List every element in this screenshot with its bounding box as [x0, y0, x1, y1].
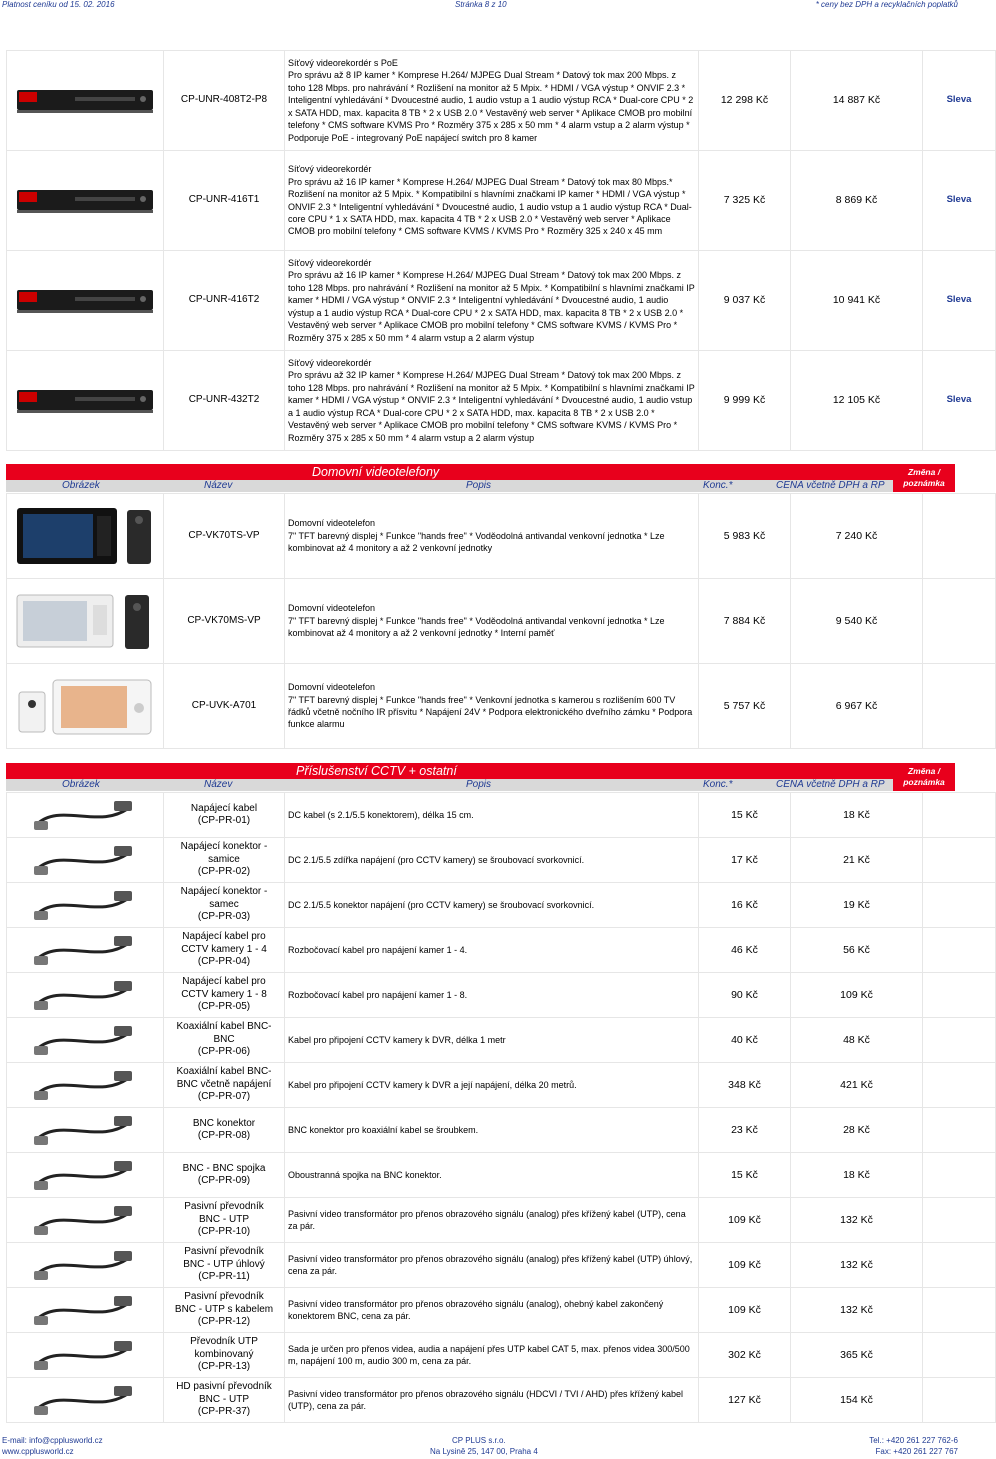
product-name: CP-UNR-416T2 — [164, 251, 285, 351]
table-row — [7, 1063, 996, 1108]
product-name: Koaxiální kabel BNC- BNC (CP-PR-06) — [164, 1018, 285, 1063]
note-cell — [923, 1378, 996, 1423]
dealer-price: 7 884 Kč — [699, 579, 791, 664]
videophone-image — [7, 579, 164, 664]
section-title-accessories: Příslušenství CCTV + ostatní — [6, 763, 955, 779]
retail-price: 6 967 Kč — [791, 664, 923, 749]
page-footer — [0, 1432, 960, 1459]
retail-price: 56 Kč — [791, 928, 923, 973]
videophone-table — [6, 493, 996, 749]
accessories-table — [6, 792, 996, 1423]
table-row — [7, 838, 996, 883]
dealer-price: 7 325 Kč — [699, 151, 791, 251]
product-name: CP-VK70TS-VP — [164, 494, 285, 579]
accessory-image — [7, 1018, 164, 1063]
note-cell — [923, 883, 996, 928]
dealer-price: 15 Kč — [699, 793, 791, 838]
page-header — [0, 0, 960, 12]
footer-tel: Tel.: +420 261 227 762-6 — [869, 1436, 958, 1445]
footer-fax: Fax: +420 261 227 767 — [875, 1447, 958, 1456]
retail-price: 109 Kč — [791, 973, 923, 1018]
dealer-price: 9 037 Kč — [699, 251, 791, 351]
product-description: Pasivní video transformátor pro přenos obrazového signálu (HDCVI / TVI / AHD) přes křížený kabel (UTP), cena za pár. — [285, 1378, 699, 1423]
table-row — [7, 1378, 996, 1423]
product-description: Domovní videotelefon 7" TFT barevný displej * Funkce "hands free" * Venkovní jednotka s kamerou s rozlišením 600 TV řádků včetně nočního IR přísvitu * Napájení 24V * Podpora elektronického dveřního zámku * Podpora funkce alarmu — [285, 664, 699, 749]
product-name: CP-UVK-A701 — [164, 664, 285, 749]
product-description: Pasivní video transformátor pro přenos obrazového signálu (analog) přes křížený kabel (UTP) úhlový, cena za pár. — [285, 1243, 699, 1288]
accessory-image — [7, 928, 164, 973]
table-row — [7, 928, 996, 973]
dealer-price: 12 298 Kč — [699, 51, 791, 151]
product-description: DC 2.1/5.5 konektor napájení (pro CCTV kamery) se šroubovací svorkovnicí. — [285, 883, 699, 928]
discount-badge: Sleva — [923, 151, 996, 251]
note-cell — [923, 1108, 996, 1153]
accessory-image — [7, 838, 164, 883]
section-header-videophones: Obrázek Název Popis Konc.* CENA včetně DPH a RP — [6, 480, 955, 492]
product-name: BNC konektor (CP-PR-08) — [164, 1108, 285, 1153]
table-row — [7, 883, 996, 928]
dealer-price: 40 Kč — [699, 1018, 791, 1063]
accessory-image — [7, 1378, 164, 1423]
product-description: DC kabel (s 2.1/5.5 konektorem), délka 15 cm. — [285, 793, 699, 838]
note-cell — [923, 1243, 996, 1288]
table-row — [7, 351, 996, 451]
note-cell — [923, 838, 996, 883]
retail-price: 421 Kč — [791, 1063, 923, 1108]
product-name: Napájecí kabel (CP-PR-01) — [164, 793, 285, 838]
section-note-accessories: Změna / poznámka — [893, 763, 955, 791]
table-row — [7, 579, 996, 664]
dvr-image — [7, 151, 164, 251]
table-row — [7, 664, 996, 749]
accessory-image — [7, 973, 164, 1018]
retail-price: 132 Kč — [791, 1288, 923, 1333]
dealer-price: 15 Kč — [699, 1153, 791, 1198]
product-name: Pasivní převodník BNC - UTP s kabelem (CP-PR-12) — [164, 1288, 285, 1333]
retail-price: 21 Kč — [791, 838, 923, 883]
retail-price: 365 Kč — [791, 1333, 923, 1378]
product-description: Síťový videorekordér Pro správu až 16 IP kamer * Komprese H.264/ MJPEG Dual Stream * Datový tok max 200 Mbps. z toho 128 Mbps. pro nahrávání * Rozlišení na monitor až 5 Mpix. * Kompatibilní s hlavními značkami IP kamer * HDMI / VGA výstup * ONVIF 2.3 * Inteligentní vyhledávání * Dvoucestné audio, 1 audio výstup a 1 audio výstup RCA * Dual-core CPU * 2 x SATA HDD, max. kapacita 8 TB * 2 x USB 2.0 * Vestavěný web server * Aplikace CMOB pro mobilní telefony * CMS software KVMS / KVMS Pro * Rozměry 375 x 285 x 50 mm * 4 alarm vstup a 2 alarm výstup — [285, 251, 699, 351]
page-number: Stránka 8 z 10 — [455, 0, 507, 9]
accessory-image — [7, 1108, 164, 1153]
accessory-image — [7, 793, 164, 838]
dealer-price: 302 Kč — [699, 1333, 791, 1378]
section-note-videophones: Změna / poznámka — [893, 464, 955, 492]
product-name: Napájecí konektor - samice (CP-PR-02) — [164, 838, 285, 883]
product-description: Síťový videorekordér Pro správu až 32 IP kamer * Komprese H.264/ MJPEG Dual Stream * Datový tok max 200 Mbps. z toho 128 Mbps. pro nahrávání * Rozlišení na monitor až 5 Mpix. * Kompatibilní s hlavními značkami IP kamer * HDMI / VGA výstup * ONVIF 2.3 * Inteligentní vyhledávání * Dvoucestné audio, 1 audio vstup a 1 audio výstup RCA * Dual-core CPU * 2 x SATA HDD, max. kapacita 8 TB * 2 x USB 2.0 * Vestavěný web server * Aplikace CMOB pro mobilní telefony * CMS software KVMS / KVMS Pro * Rozměry 375 x 285 x 50 mm * 4 alarm vstup a 2 alarm výstup — [285, 351, 699, 451]
note-cell — [923, 494, 996, 579]
table-row — [7, 494, 996, 579]
product-name: Koaxiální kabel BNC- BNC včetně napájení (CP-PR-07) — [164, 1063, 285, 1108]
dealer-price: 16 Kč — [699, 883, 791, 928]
retail-price: 14 887 Kč — [791, 51, 923, 151]
retail-price: 19 Kč — [791, 883, 923, 928]
retail-price: 154 Kč — [791, 1378, 923, 1423]
table-row — [7, 1288, 996, 1333]
dvr-table — [6, 50, 996, 451]
product-description: Sada je určen pro přenos videa, audia a napájení přes UTP kabel CAT 5, max. přenos videa 300/500 m, napájení 100 m, audio 300 m, cena za pár. — [285, 1333, 699, 1378]
retail-price: 18 Kč — [791, 1153, 923, 1198]
table-row — [7, 151, 996, 251]
note-cell — [923, 579, 996, 664]
note-cell — [923, 1153, 996, 1198]
dealer-price: 9 999 Kč — [699, 351, 791, 451]
retail-price: 7 240 Kč — [791, 494, 923, 579]
footer-web[interactable]: www.cpplusworld.cz — [2, 1447, 74, 1456]
product-name: Pasivní převodník BNC - UTP úhlový (CP-PR-11) — [164, 1243, 285, 1288]
dealer-price: 109 Kč — [699, 1288, 791, 1333]
product-description: Síťový videorekordér Pro správu až 16 IP kamer * Komprese H.264/ MJPEG Dual Stream * Datový tok max 80 Mbps.* Rozlišení na monitor až 5 Mpix. * Kompatibilní s hlavními značkami IP kamer * HDMI / VGA výstup * ONVIF 2.3 * Inteligentní vyhledávání * Dvoucestné audio, 1 audio vstup a 1 audio výstup RCA * Dual-core CPU * 1 x SATA HDD, max. kapacita 4 TB * 2 x USB 2.0 * Vestavěný web server * Aplikace CMOB pro mobilní telefony * CMS software KVMS / KVMS Pro * Rozměry 325 x 240 x 45 mm — [285, 151, 699, 251]
price-note: * ceny bez DPH a recyklačních poplatků — [815, 0, 958, 9]
retail-price: 132 Kč — [791, 1243, 923, 1288]
accessory-image — [7, 1243, 164, 1288]
dealer-price: 348 Kč — [699, 1063, 791, 1108]
retail-price: 18 Kč — [791, 793, 923, 838]
product-description: Pasivní video transformátor pro přenos obrazového signálu (analog) přes křížený kabel (UTP), cena za pár. — [285, 1198, 699, 1243]
dealer-price: 46 Kč — [699, 928, 791, 973]
product-name: HD pasivní převodník BNC - UTP (CP-PR-37) — [164, 1378, 285, 1423]
product-description: Kabel pro připojení CCTV kamery k DVR a její napájení, délka 20 metrů. — [285, 1063, 699, 1108]
product-name: CP-UNR-408T2-P8 — [164, 51, 285, 151]
footer-company: CP PLUS s.r.o. — [452, 1436, 506, 1445]
retail-price: 48 Kč — [791, 1018, 923, 1063]
retail-price: 12 105 Kč — [791, 351, 923, 451]
note-cell — [923, 1333, 996, 1378]
product-description: Pasivní video transformátor pro přenos obrazového signálu (analog), ohebný kabel zakončený konektorem BNC, cena za pár. — [285, 1288, 699, 1333]
dvr-image — [7, 251, 164, 351]
table-row — [7, 251, 996, 351]
product-description: Domovní videotelefon 7" TFT barevný displej * Funkce "hands free" * Voděodolná antivandal venkovní jednotka * Lze kombinovat až 4 monitory a až 2 venkovní jednotky — [285, 494, 699, 579]
note-cell — [923, 928, 996, 973]
product-description: Domovní videotelefon 7" TFT barevný displej * Funkce "hands free" * Voděodolná antivandal venkovní jednotka * Lze kombinovat až 4 monitory a až 2 venkovní jednotky * Interní paměť — [285, 579, 699, 664]
accessory-image — [7, 1288, 164, 1333]
product-name: Napájecí kabel pro CCTV kamery 1 - 4 (CP-PR-04) — [164, 928, 285, 973]
accessory-image — [7, 1153, 164, 1198]
table-row — [7, 1018, 996, 1063]
accessory-image — [7, 1063, 164, 1108]
videophone-image — [7, 494, 164, 579]
product-description: BNC konektor pro koaxiální kabel se šroubkem. — [285, 1108, 699, 1153]
product-description: Oboustranná spojka na BNC konektor. — [285, 1153, 699, 1198]
discount-badge: Sleva — [923, 351, 996, 451]
note-cell — [923, 664, 996, 749]
accessory-image — [7, 883, 164, 928]
table-row — [7, 1198, 996, 1243]
table-row — [7, 1108, 996, 1153]
videophone-image — [7, 664, 164, 749]
accessory-image — [7, 1333, 164, 1378]
product-name: Napájecí konektor - samec (CP-PR-03) — [164, 883, 285, 928]
note-cell — [923, 793, 996, 838]
discount-badge: Sleva — [923, 51, 996, 151]
table-row — [7, 51, 996, 151]
product-description: Rozbočovací kabel pro napájení kamer 1 - 8. — [285, 973, 699, 1018]
dealer-price: 90 Kč — [699, 973, 791, 1018]
dealer-price: 5 757 Kč — [699, 664, 791, 749]
footer-email[interactable]: E-mail: info@cpplusworld.cz — [2, 1436, 103, 1445]
dealer-price: 127 Kč — [699, 1378, 791, 1423]
table-row — [7, 973, 996, 1018]
product-description: Kabel pro připojení CCTV kamery k DVR, délka 1 metr — [285, 1018, 699, 1063]
table-row — [7, 1153, 996, 1198]
retail-price: 8 869 Kč — [791, 151, 923, 251]
retail-price: 9 540 Kč — [791, 579, 923, 664]
discount-badge: Sleva — [923, 251, 996, 351]
product-name: CP-VK70MS-VP — [164, 579, 285, 664]
retail-price: 28 Kč — [791, 1108, 923, 1153]
dealer-price: 17 Kč — [699, 838, 791, 883]
retail-price: 10 941 Kč — [791, 251, 923, 351]
product-name: Pasivní převodník BNC - UTP (CP-PR-10) — [164, 1198, 285, 1243]
product-description: DC 2.1/5.5 zdířka napájení (pro CCTV kamery) se šroubovací svorkovnicí. — [285, 838, 699, 883]
note-cell — [923, 1018, 996, 1063]
dvr-image — [7, 51, 164, 151]
validity-text: Platnost ceníku od 15. 02. 2016 — [2, 0, 115, 9]
table-row — [7, 1243, 996, 1288]
table-row — [7, 1333, 996, 1378]
dealer-price: 23 Kč — [699, 1108, 791, 1153]
product-name: CP-UNR-416T1 — [164, 151, 285, 251]
dealer-price: 109 Kč — [699, 1243, 791, 1288]
product-name: Převodník UTP kombinovaný (CP-PR-13) — [164, 1333, 285, 1378]
note-cell — [923, 973, 996, 1018]
dealer-price: 5 983 Kč — [699, 494, 791, 579]
dvr-image — [7, 351, 164, 451]
dealer-price: 109 Kč — [699, 1198, 791, 1243]
product-description: Rozbočovací kabel pro napájení kamer 1 - 4. — [285, 928, 699, 973]
product-name: CP-UNR-432T2 — [164, 351, 285, 451]
accessory-image — [7, 1198, 164, 1243]
footer-address: Na Lysině 25, 147 00, Praha 4 — [430, 1447, 538, 1456]
retail-price: 132 Kč — [791, 1198, 923, 1243]
product-name: BNC - BNC spojka (CP-PR-09) — [164, 1153, 285, 1198]
section-title-videophones: Domovní videotelefony — [6, 464, 955, 480]
product-description: Síťový videorekordér s PoE Pro správu až 8 IP kamer * Komprese H.264/ MJPEG Dual Stream * Datový tok max 200 Mbps. z toho 128 Mbps. pro nahrávání * Rozlišení na monitor až 5 Mpix. * HDMI / VGA výstup * ONVIF 2.3 * Inteligentní vyhledávání * Dvoucestné audio, 1 audio vstup a 1 audio výstup RCA * Dual-core CPU * 2 x SATA HDD, max. kapacita 8 TB * 2 x USB 2.0 * Vestavěný web server * Aplikace CMOB pro mobilní telefony * CMS software KVMS Pro * Rozměry 375 x 285 x 50 mm * 4 alarm vstup a 2 alarm výstup * Podporuje PoE - integrovaný PoE napájecí switch pro 8 kamer — [285, 51, 699, 151]
table-row — [7, 793, 996, 838]
product-name: Napájecí kabel pro CCTV kamery 1 - 8 (CP-PR-05) — [164, 973, 285, 1018]
note-cell — [923, 1198, 996, 1243]
section-header-accessories: Obrázek Název Popis Konc.* CENA včetně DPH a RP — [6, 779, 955, 791]
note-cell — [923, 1063, 996, 1108]
note-cell — [923, 1288, 996, 1333]
